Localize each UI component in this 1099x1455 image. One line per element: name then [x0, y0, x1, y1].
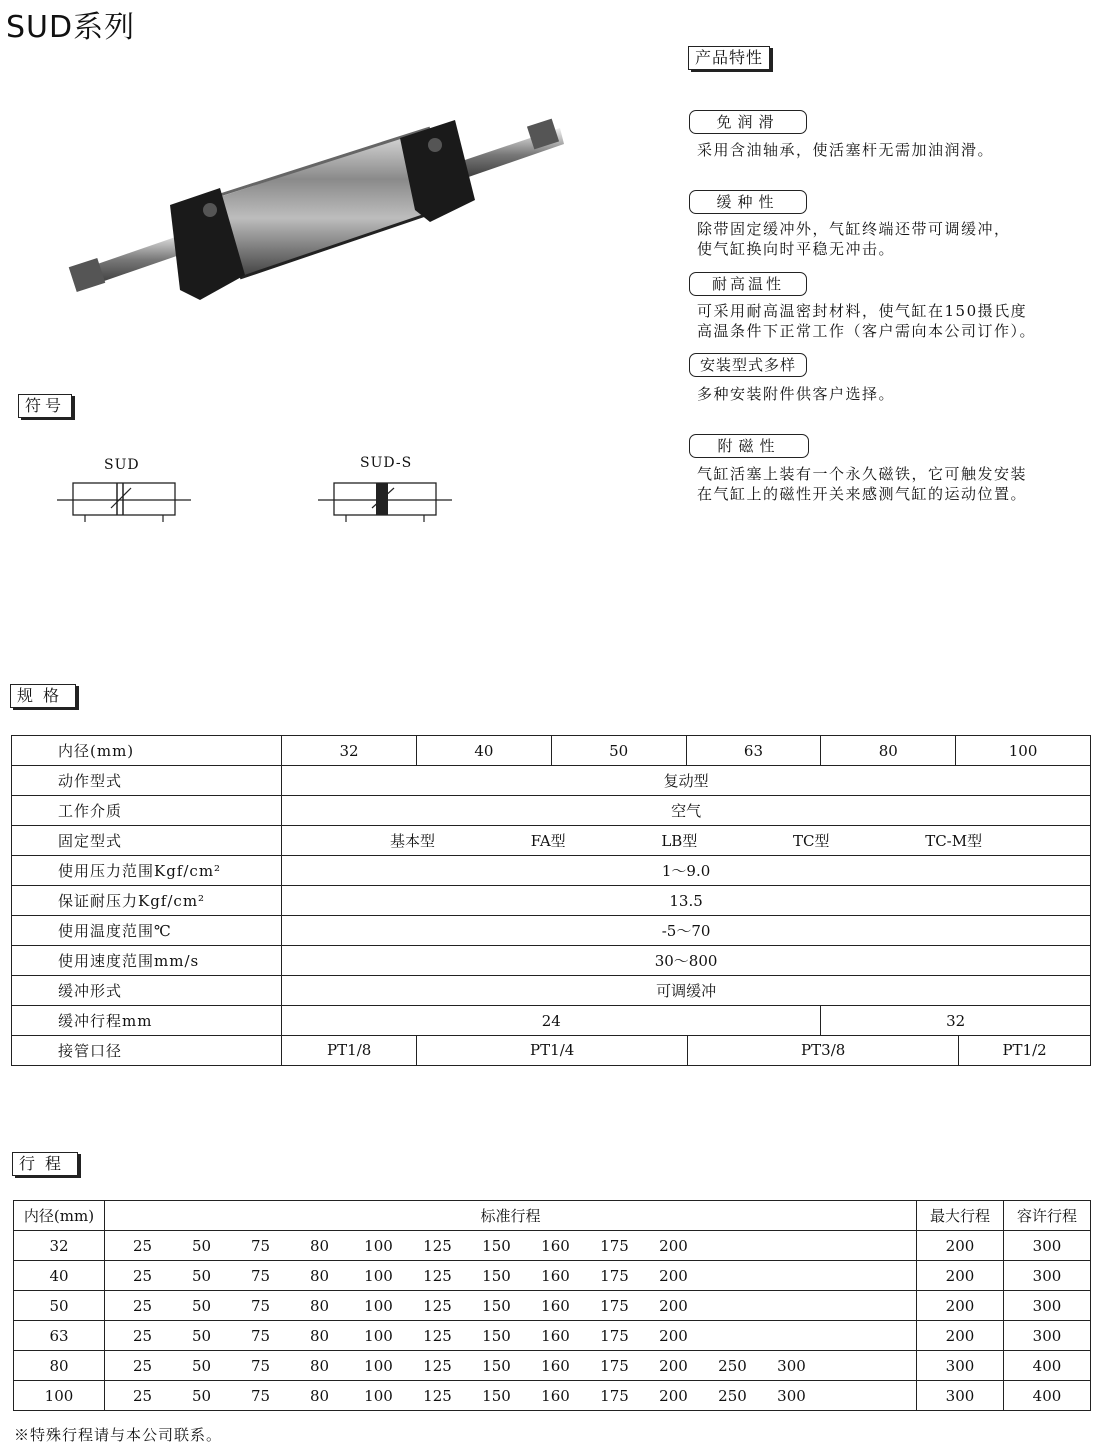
stroke-value: 80 — [309, 1266, 330, 1285]
stroke-value: 175 — [600, 1356, 629, 1375]
stroke-max: 300 — [917, 1351, 1004, 1381]
spec-row — [12, 796, 1091, 826]
spec-label: 动作型式 — [12, 766, 282, 796]
stroke-value: 80 — [309, 1386, 330, 1405]
spec-row — [12, 976, 1091, 1006]
stroke-value: 80 — [309, 1296, 330, 1315]
port-size: PT1/4 — [417, 1036, 688, 1065]
stroke-value: 150 — [482, 1386, 511, 1405]
stroke-header-standard: 标准行程 — [105, 1201, 917, 1231]
stroke-value: 75 — [250, 1296, 271, 1315]
port-size: PT1/2 — [1002, 1041, 1047, 1059]
stroke-value: 150 — [482, 1266, 511, 1285]
stroke-value: 75 — [250, 1326, 271, 1345]
stroke-bore: 50 — [14, 1291, 105, 1321]
spec-value: 可调缓冲 — [282, 976, 1091, 1006]
stroke-value: 75 — [250, 1266, 271, 1285]
stroke-value: 25 — [132, 1356, 153, 1375]
stroke-bore: 100 — [14, 1381, 105, 1411]
stroke-header-allow: 容许行程 — [1004, 1201, 1091, 1231]
stroke-value: 125 — [423, 1386, 452, 1405]
stroke-header-bore: 内径(mm) — [14, 1201, 105, 1231]
stroke-max: 200 — [917, 1321, 1004, 1351]
stroke-max: 200 — [917, 1231, 1004, 1261]
spec-port-cells — [282, 1036, 1091, 1066]
stroke-value: 80 — [309, 1236, 330, 1255]
spec-bore-cell: 50 — [551, 736, 686, 766]
stroke-value: 50 — [191, 1266, 212, 1285]
stroke-value: 175 — [600, 1386, 629, 1405]
spec-bore-cell: 80 — [821, 736, 956, 766]
stroke-value: 150 — [482, 1236, 511, 1255]
spec-label: 使用温度范围℃ — [12, 916, 282, 946]
spec-label: 使用速度范围mm/s — [12, 946, 282, 976]
feature-text-cushion: 除带固定缓冲外，气缸终端还带可调缓冲， 使气缸换向时平稳无冲击。 — [697, 220, 1011, 258]
spec-row-port — [12, 1036, 1091, 1066]
spec-row — [12, 766, 1091, 796]
stroke-allow: 300 — [1004, 1261, 1091, 1291]
stroke-value: 80 — [309, 1326, 330, 1345]
stroke-max: 300 — [917, 1381, 1004, 1411]
stroke-value: 200 — [659, 1356, 688, 1375]
stroke-value: 25 — [132, 1296, 153, 1315]
symbol-suds-label: SUD-S — [360, 455, 413, 471]
stroke-standard-values — [105, 1231, 917, 1261]
stroke-standard-values — [105, 1261, 917, 1291]
spec-row — [12, 886, 1091, 916]
spec-bore-cell: 32 — [282, 736, 417, 766]
stroke-value: 100 — [364, 1356, 393, 1375]
port-size: PT1/8 — [282, 1036, 417, 1065]
features-section-label: 产品特性 — [688, 46, 770, 70]
port-size: PT3/8 — [688, 1036, 959, 1065]
symbol-sud-icon — [55, 478, 195, 524]
stroke-max: 200 — [917, 1291, 1004, 1321]
stroke-bore: 40 — [14, 1261, 105, 1291]
feature-text-heat: 可采用耐高温密封材料，使气缸在150摄氏度 高温条件下正常工作（客户需向本公司订作）。 — [697, 302, 1037, 340]
spec-label: 缓冲形式 — [12, 976, 282, 1006]
mount-type: TC型 — [793, 832, 830, 850]
cylinder-product-image — [60, 110, 580, 310]
stroke-value: 75 — [250, 1236, 271, 1255]
table-row — [14, 1321, 1091, 1351]
stroke-header-row — [14, 1201, 1091, 1231]
stroke-value: 175 — [600, 1236, 629, 1255]
stroke-value: 150 — [482, 1356, 511, 1375]
spec-bore-cell: 40 — [416, 736, 551, 766]
stroke-value: 200 — [659, 1266, 688, 1285]
stroke-value: 160 — [541, 1326, 570, 1345]
stroke-value: 100 — [364, 1296, 393, 1315]
stroke-bore: 32 — [14, 1231, 105, 1261]
feature-title-heat: 耐高温性 — [689, 272, 807, 296]
spec-bore-cell: 63 — [686, 736, 821, 766]
spec-row — [12, 946, 1091, 976]
table-row — [14, 1231, 1091, 1261]
spec-section-label: 规格 — [10, 684, 76, 708]
spec-label: 工作介质 — [12, 796, 282, 826]
symbol-suds-icon — [316, 478, 456, 524]
symbol-sud-label: SUD — [104, 457, 140, 473]
mount-type: LB型 — [661, 832, 698, 850]
spec-label: 保证耐压力Kgf/cm² — [12, 886, 282, 916]
spec-label: 内径(mm) — [12, 736, 282, 766]
stroke-allow: 300 — [1004, 1291, 1091, 1321]
stroke-value: 300 — [777, 1356, 806, 1375]
feature-title-magnetic: 附磁性 — [689, 434, 809, 458]
stroke-value: 250 — [718, 1386, 747, 1405]
stroke-value: 100 — [364, 1266, 393, 1285]
stroke-bore: 63 — [14, 1321, 105, 1351]
stroke-value: 160 — [541, 1386, 570, 1405]
stroke-allow: 400 — [1004, 1381, 1091, 1411]
stroke-value: 50 — [191, 1296, 212, 1315]
stroke-value: 50 — [191, 1326, 212, 1345]
spec-value: 24 — [282, 1006, 821, 1036]
stroke-value: 75 — [250, 1386, 271, 1405]
stroke-section-label: 行程 — [12, 1152, 78, 1176]
stroke-allow: 400 — [1004, 1351, 1091, 1381]
stroke-value: 25 — [132, 1386, 153, 1405]
stroke-value: 50 — [191, 1386, 212, 1405]
stroke-allow: 300 — [1004, 1321, 1091, 1351]
spec-value: 复动型 — [282, 766, 1091, 796]
stroke-bore: 80 — [14, 1351, 105, 1381]
stroke-value: 175 — [600, 1296, 629, 1315]
mount-type: FA型 — [530, 832, 566, 850]
stroke-allow: 300 — [1004, 1231, 1091, 1261]
stroke-value: 100 — [364, 1236, 393, 1255]
table-row — [14, 1291, 1091, 1321]
stroke-value: 125 — [423, 1356, 452, 1375]
stroke-value: 200 — [659, 1236, 688, 1255]
spec-value: -5～70 — [282, 916, 1091, 946]
symbols-section-label: 符号 — [18, 394, 72, 418]
spec-label: 固定型式 — [12, 826, 282, 856]
stroke-value: 50 — [191, 1236, 212, 1255]
stroke-value: 100 — [364, 1326, 393, 1345]
spec-row — [12, 916, 1091, 946]
stroke-value: 150 — [482, 1326, 511, 1345]
mount-type: TC-M型 — [925, 832, 983, 850]
stroke-value: 200 — [659, 1326, 688, 1345]
stroke-value: 160 — [541, 1356, 570, 1375]
stroke-table — [13, 1200, 1091, 1411]
spec-label: 接管口径 — [12, 1036, 282, 1066]
table-row — [14, 1261, 1091, 1291]
stroke-value: 125 — [423, 1326, 452, 1345]
stroke-value: 125 — [423, 1236, 452, 1255]
spec-row-cushion-stroke — [12, 1006, 1091, 1036]
feature-text-mounting: 多种安装附件供客户选择。 — [697, 385, 896, 403]
feature-text-magnetic: 气缸活塞上装有一个永久磁铁，它可触发安装 在气缸上的磁性开关来感测气缸的运动位置。 — [697, 465, 1028, 503]
spec-table — [11, 735, 1091, 1066]
stroke-value: 80 — [309, 1356, 330, 1375]
table-row — [14, 1381, 1091, 1411]
stroke-max: 200 — [917, 1261, 1004, 1291]
stroke-value: 25 — [132, 1266, 153, 1285]
spec-value: 30～800 — [282, 946, 1091, 976]
page-title: SUD系列 — [6, 10, 136, 45]
stroke-value: 175 — [600, 1326, 629, 1345]
spec-mount-types — [282, 826, 1091, 856]
stroke-value: 150 — [482, 1296, 511, 1315]
feature-title-cushion: 缓种性 — [689, 190, 807, 214]
stroke-value: 25 — [132, 1326, 153, 1345]
stroke-note: ※特殊行程请与本公司联系。 — [14, 1426, 223, 1444]
spec-row — [12, 856, 1091, 886]
spec-value: 32 — [821, 1006, 1091, 1036]
stroke-value: 200 — [659, 1296, 688, 1315]
stroke-standard-values — [105, 1381, 917, 1411]
stroke-value: 100 — [364, 1386, 393, 1405]
stroke-value: 25 — [132, 1236, 153, 1255]
stroke-value: 160 — [541, 1266, 570, 1285]
spec-value: 1～9.0 — [282, 856, 1091, 886]
mount-type: 基本型 — [390, 832, 436, 850]
stroke-value: 50 — [191, 1356, 212, 1375]
spec-label: 使用压力范围Kgf/cm² — [12, 856, 282, 886]
stroke-value: 75 — [250, 1356, 271, 1375]
stroke-standard-values — [105, 1321, 917, 1351]
table-row — [14, 1351, 1091, 1381]
stroke-body — [14, 1231, 1091, 1411]
stroke-value: 200 — [659, 1386, 688, 1405]
stroke-value: 300 — [777, 1386, 806, 1405]
stroke-value: 160 — [541, 1296, 570, 1315]
spec-row-mount — [12, 826, 1091, 856]
spec-row-bore — [12, 736, 1091, 766]
stroke-value: 250 — [718, 1356, 747, 1375]
feature-text-lubrication: 采用含油轴承，使活塞杆无需加油润滑。 — [697, 141, 995, 159]
spec-value: 空气 — [282, 796, 1091, 826]
stroke-value: 125 — [423, 1266, 452, 1285]
spec-value: 13.5 — [282, 886, 1091, 916]
feature-title-mounting: 安装型式多样 — [689, 353, 807, 377]
stroke-value: 160 — [541, 1236, 570, 1255]
spec-label: 缓冲行程mm — [12, 1006, 282, 1036]
spec-bore-cell: 100 — [956, 736, 1091, 766]
feature-title-lubrication: 免润滑 — [689, 110, 807, 134]
stroke-standard-values — [105, 1291, 917, 1321]
stroke-value: 175 — [600, 1266, 629, 1285]
stroke-value: 125 — [423, 1296, 452, 1315]
stroke-standard-values — [105, 1351, 917, 1381]
stroke-header-max: 最大行程 — [917, 1201, 1004, 1231]
